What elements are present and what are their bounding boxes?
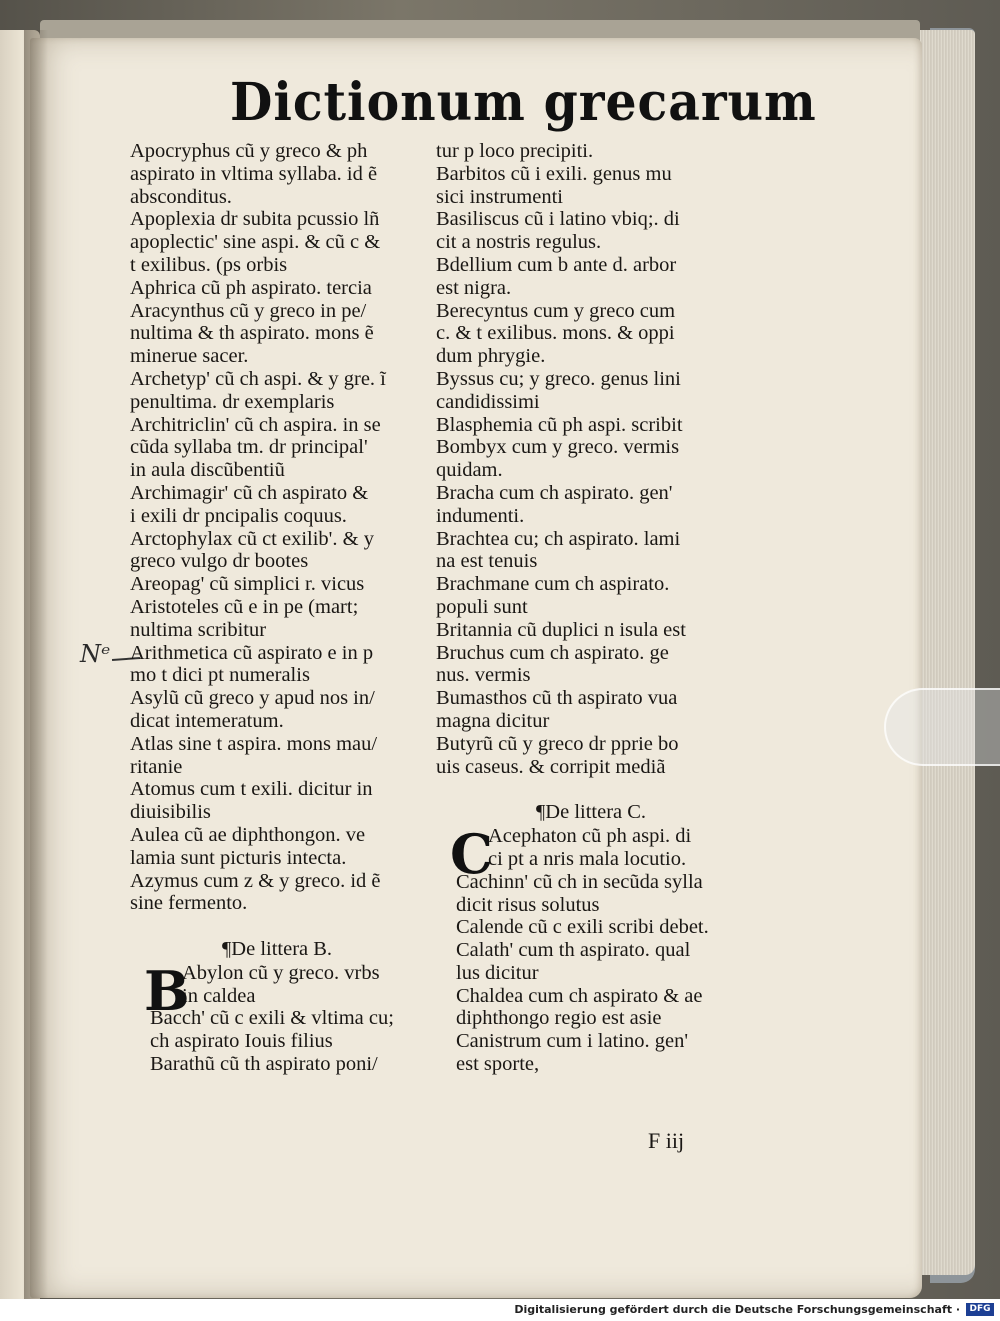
text-line: tur p loco precipiti.	[436, 140, 594, 162]
text-line: Basiliscus cũ i latino vbiq;. di	[436, 208, 680, 231]
text-line: penultima. dr exemplaris	[130, 390, 335, 413]
text-line: dicat intemeratum.	[130, 709, 284, 732]
text-line: Berecyntus cum y greco cum	[436, 299, 676, 322]
text-line: Bumasthos cũ th aspirato vua	[436, 687, 678, 710]
text-line: Aristoteles cũ e in pe (mart;	[130, 595, 359, 618]
text-line: greco vulgo dr bootes	[130, 550, 309, 573]
text-line: Arctophylax cũ ct exilib'. & y	[130, 527, 374, 550]
footer-bar	[0, 1299, 1000, 1321]
text-line: Bruchus cum ch aspirato. ge	[436, 641, 669, 664]
text-line: nultima & th aspirato. mons ẽ	[130, 322, 374, 345]
text-line: nus. vermis	[436, 664, 531, 687]
dfg-logo: DFG	[966, 1303, 994, 1316]
text-line: aspirato in vltima syllaba. id ẽ	[130, 162, 378, 185]
text-line: Barathũ cũ th aspirato poni/	[150, 1053, 378, 1076]
text-line: i exili dr pncipalis coquus.	[130, 504, 347, 527]
text-line: Britannia cũ duplici n isula est	[436, 618, 686, 641]
text-line: Abylon cũ y greco. vrbs	[182, 961, 380, 984]
text-line: Aulea cũ ae diphthongon. ve	[130, 823, 366, 846]
funding-credit: Digitalisierung gefördert durch die Deutsche Forschungsgemeinschaft ·	[514, 1303, 960, 1316]
text-line: Acephaton cũ ph aspi. di	[488, 825, 692, 848]
text-line: mo t dici pt numeralis	[130, 664, 310, 687]
text-line: in caldea	[182, 984, 256, 1007]
text-line: Bracha cum ch aspirato. gen'	[436, 481, 673, 504]
text-line: dum phrygie.	[436, 345, 546, 368]
spacer	[436, 778, 736, 801]
section-c-body	[436, 822, 736, 1076]
spacer	[130, 915, 435, 938]
text-line: Canistrum cum i latino. gen'	[456, 1030, 689, 1053]
text-line: est sporte,	[456, 1053, 540, 1076]
gutter-shadow	[24, 30, 48, 1320]
text-line: Archetyp' cũ ch aspi. & y gre. ĩ	[130, 367, 386, 390]
text-line: dicit risus solutus	[456, 893, 600, 916]
text-line: in aula discũbentiũ	[130, 459, 285, 482]
text-line: absconditus.	[130, 185, 232, 208]
marginal-note: Nᵉ	[80, 640, 111, 668]
text-line: Barbitos cũ i exili. genus mu	[436, 162, 672, 185]
text-line: t exilibus. (ps orbis	[130, 253, 288, 276]
text-line: c. & t exilibus. mons. & oppi	[436, 322, 675, 345]
text-line: Bombyx cum y greco. vermis	[436, 436, 680, 459]
initial-letter-c: C	[450, 822, 493, 887]
right-column-lines	[436, 140, 736, 778]
signature-mark: F iij	[648, 1128, 685, 1153]
text-line: quidam.	[436, 459, 503, 482]
text-line: Apoplexia dr subita pcussio lñ	[130, 208, 380, 231]
initial-letter-b: B	[144, 958, 190, 1023]
text-line: minerue sacer.	[130, 345, 249, 368]
text-line: Atomus cum t exili. dicitur in	[130, 778, 373, 801]
text-line: na est tenuis	[436, 550, 538, 573]
text-line: cũda syllaba tm. dr principal'	[130, 436, 368, 459]
text-line: magna dicitur	[436, 709, 550, 732]
text-line: Bdellium cum b ante d. arbor	[436, 253, 677, 276]
text-line: Blasphemia cũ ph aspi. scribit	[436, 413, 683, 436]
text-line: Arithmetica cũ aspirato e in p	[130, 641, 374, 664]
text-line: Atlas sine t aspira. mons mau/	[130, 732, 378, 755]
text-line: ch aspirato Iouis filius	[150, 1030, 333, 1053]
text-line: sine fermento.	[130, 892, 248, 915]
section-b-heading: ¶De littera B.	[222, 937, 333, 960]
text-line: Chaldea cum ch aspirato & ae	[456, 984, 703, 1007]
text-line: Brachmane cum ch aspirato.	[436, 573, 670, 596]
text-line: Architriclin' cũ ch aspira. in se	[130, 413, 381, 436]
section-c-heading: ¶De littera C.	[536, 801, 647, 824]
text-line: Apocryphus cũ y greco & ph	[130, 140, 368, 162]
text-line: Aracynthus cũ y greco in pe/	[130, 299, 367, 322]
text-line: lus dicitur	[456, 961, 539, 984]
text-line: Aphrica cũ ph aspirato. tercia	[130, 276, 372, 299]
text-line: Calende cũ c exili scribi debet.	[456, 916, 709, 939]
text-line: populi sunt	[436, 595, 528, 618]
text-line: Brachtea cu; ch aspirato. lami	[436, 527, 681, 550]
text-line: Cachinn' cũ ch in secũda sylla	[456, 870, 703, 893]
text-line: uis caseus. & corripit mediã	[436, 755, 666, 778]
text-line: ritanie	[130, 755, 183, 778]
text-line: cit a nostris regulus.	[436, 231, 602, 254]
right-column	[436, 140, 736, 1076]
text-line: diuisibilis	[130, 801, 211, 824]
text-line: apoplectic' sine aspi. & cũ c &	[130, 231, 381, 254]
running-title: Dictionum grecarum	[230, 72, 817, 133]
text-line: est nigra.	[436, 276, 512, 299]
text-line: Butyrũ cũ y greco dr pprie bo	[436, 732, 679, 755]
text-line: candidissimi	[436, 390, 540, 413]
text-line: nultima scribitur	[130, 618, 267, 641]
page-clip	[884, 688, 1000, 766]
text-line: Azymus cum z & y greco. id ẽ	[130, 869, 381, 892]
left-column	[130, 140, 435, 1076]
left-column-lines	[130, 140, 435, 915]
text-line: Asylũ cũ greco y apud nos in/	[130, 687, 375, 710]
text-line: indumenti.	[436, 504, 525, 527]
text-line: Byssus cu; y greco. genus lini	[436, 367, 681, 390]
text-line: Archimagir' cũ ch aspirato &	[130, 481, 369, 504]
text-line: Areopag' cũ simplici r. vicus	[130, 573, 365, 596]
text-line: Calath' cum th aspirato. qual	[456, 939, 691, 962]
section-b-body	[130, 958, 435, 1076]
text-line: Bacch' cũ c exili & vltima cu;	[150, 1007, 394, 1030]
text-line: diphthongo regio est asie	[456, 1007, 662, 1030]
text-line: ci pt a nris mala locutio.	[488, 847, 687, 870]
text-line: sici instrumenti	[436, 185, 563, 208]
text-line: lamia sunt picturis intecta.	[130, 846, 347, 869]
